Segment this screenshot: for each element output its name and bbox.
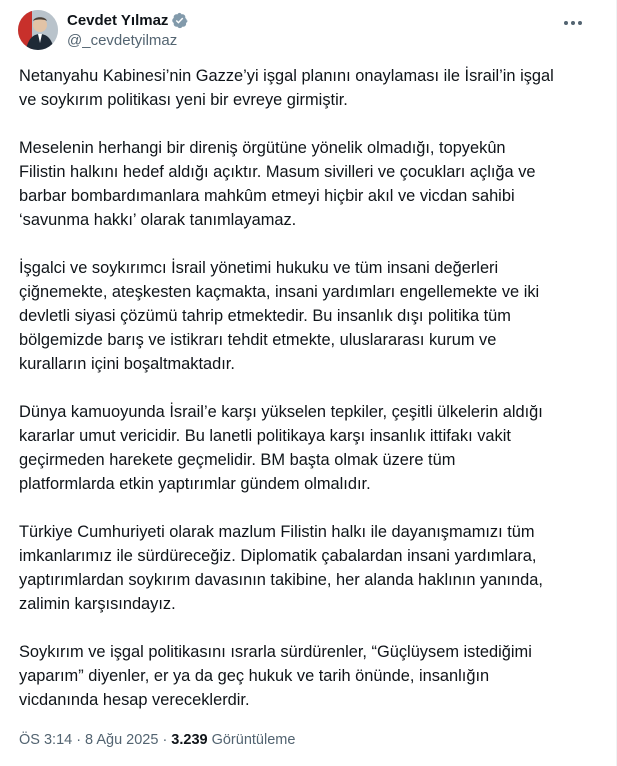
meta-separator: · xyxy=(76,732,82,748)
tweet-date[interactable]: 8 Ağu 2025 xyxy=(85,732,159,748)
views-label: Görüntüleme xyxy=(211,732,296,748)
author-names xyxy=(67,10,188,49)
tweet-header xyxy=(18,10,600,54)
avatar-image xyxy=(18,10,58,50)
tweet-text xyxy=(19,64,599,736)
tweet-paragraph: İşgalci ve soykırımcı İsrail yönetimi hukuku ve tüm insani değerleri çiğnemekte, ateşkesten kaçmakta, insani yardımları engellemekte ve iki devletli siyasi çözümü tahrip etmektedir. Bu insanlık dışı politika tüm bölgemizde barış ve istikrarı tehdit etmekte, uluslararası kurum ve kuralların içini boşaltmaktadır. xyxy=(19,259,540,373)
tweet-paragraph: Türkiye Cumhuriyeti olarak mazlum Filistin halkı ile dayanışmamızı tüm imkanlarımız ile sürdüreceğiz. Diplomatik çabalardan insani yardımlara, yaptırımlardan soykırım davasının takibine, her alanda haklının yanında, zalimin karşısındayız. xyxy=(19,523,543,613)
meta-separator: · xyxy=(162,732,168,748)
author-display-name[interactable]: Cevdet Yılmaz xyxy=(67,11,169,29)
more-options-icon[interactable] xyxy=(558,12,588,34)
tweet-paragraph: Soykırım ve işgal politikasını ısrarla sürdürenler, “Güçlüysem istediğimi yaparım” diyenler, er ya da geç hukuk ve tarih önünde, insanlığın vicdanında hesap vereceklerdir. xyxy=(19,643,532,709)
author-handle[interactable]: @_cevdetyilmaz xyxy=(67,32,178,49)
verified-badge-icon[interactable] xyxy=(171,12,188,29)
tweet-paragraph: Meselenin herhangi bir direniş örgütüne yönelik olmadığı, topyekûn Filistin halkını hedef aldığı açıktır. Masum sivilleri ve çocukları açlığa ve barbar bombardımanlara mahkûm etmeyi hiçbir akıl ve vicdan sahibi ‘savunma hakkı’ olarak tanımlayamaz. xyxy=(19,139,536,229)
views-count[interactable]: 3.239 xyxy=(171,732,208,748)
tweet-meta xyxy=(19,730,295,750)
tweet-time[interactable]: ÖS 3:14 xyxy=(19,732,73,748)
tweet-paragraph: Dünya kamuoyunda İsrail’e karşı yükselen tepkiler, çeşitli ülkelerin aldığı kararlar umut vericidir. Bu lanetli politikaya karşı insanlık ittifakı vakit geçirmeden harekete geçmelidir. BM başta olmak üzere tüm platformlarda etkin yaptırımlar gündem olmalıdır. xyxy=(19,403,543,493)
name-row xyxy=(67,10,188,30)
tweet-paragraph: Netanyahu Kabinesi’nin Gazze’yi işgal planını onaylaması ile İsrail’in işgal ve soykırım politikası yeni bir evreye girmiştir. xyxy=(19,67,554,109)
avatar[interactable] xyxy=(18,10,58,50)
